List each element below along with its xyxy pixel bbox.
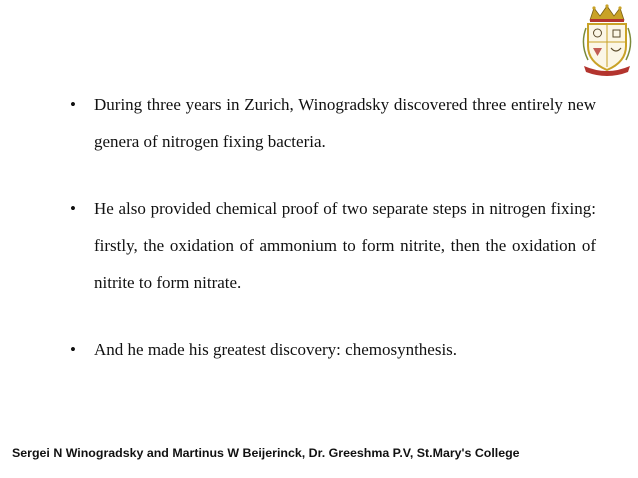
bullet-item — [64, 190, 596, 301]
bullet-item — [64, 86, 596, 160]
bullet-list — [64, 86, 596, 368]
slide-footer: Sergei N Winogradsky and Martinus W Beijerinck, Dr. Greeshma P.V, St.Mary's College — [12, 446, 520, 460]
bullet-symbol: • — [70, 340, 76, 359]
bullet-text: During three years in Zurich, Winogradsky discovered three entirely new genera of nitrogen fixing bacteria. — [94, 95, 596, 151]
bullet-symbol: • — [70, 95, 76, 114]
bullet-text: And he made his greatest discovery: chemosynthesis. — [94, 340, 458, 359]
college-crest-icon — [580, 4, 634, 76]
bullet-item — [64, 331, 596, 368]
bullet-symbol: • — [70, 199, 76, 218]
bullet-text: He also provided chemical proof of two separate steps in nitrogen fixing: firstly, the oxidation of ammonium to form nitrite, then the oxidation of nitrite to form nitrate. — [94, 199, 596, 292]
